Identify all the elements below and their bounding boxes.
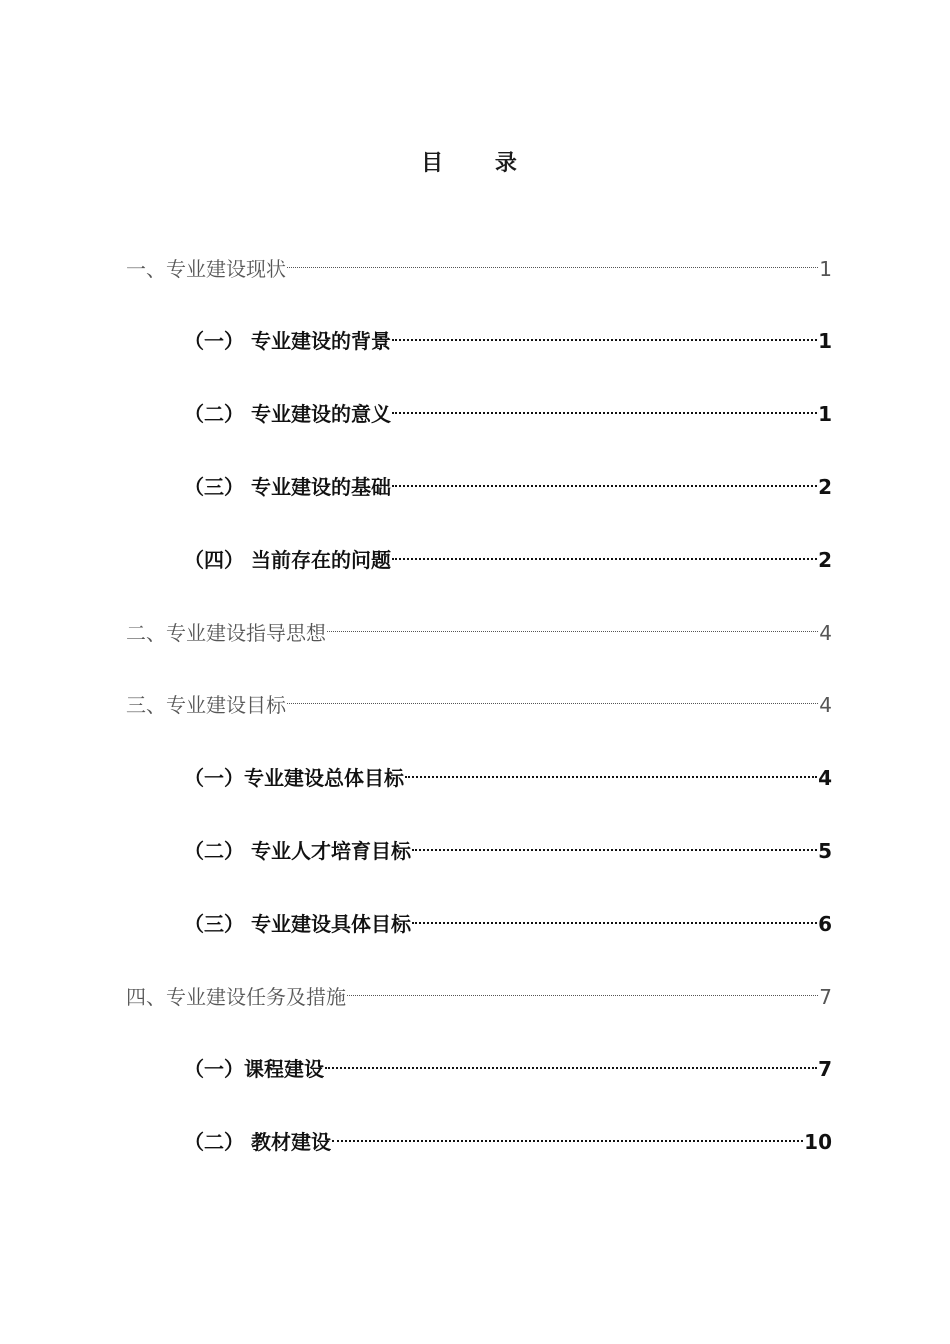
- toc-entry[interactable]: [184, 755, 832, 790]
- toc-leader-dots: [332, 1119, 803, 1149]
- toc-leader-dots: [392, 537, 817, 567]
- toc-entry[interactable]: [184, 464, 832, 499]
- toc-page-number: 7: [818, 1057, 832, 1081]
- toc-entry[interactable]: [184, 391, 832, 426]
- toc-page-number: 7: [819, 985, 832, 1009]
- toc-page-number: 2: [818, 548, 832, 572]
- toc-entry-title: （二） 教材建设: [184, 1130, 331, 1154]
- toc-entry-title: 四、专业建设任务及措施: [126, 985, 346, 1009]
- toc-leader-dots: [347, 974, 818, 1004]
- toc-entry-title: 三、专业建设目标: [126, 693, 286, 717]
- toc-entry[interactable]: [126, 246, 832, 281]
- toc-entry[interactable]: [126, 610, 832, 645]
- toc-page-number: 10: [804, 1130, 832, 1154]
- toc-entry[interactable]: [184, 828, 832, 863]
- toc-leader-dots: [287, 682, 818, 712]
- toc-entry-title: （二） 专业建设的意义: [184, 402, 391, 426]
- toc-page-number: 6: [818, 912, 832, 936]
- toc-leader-dots: [325, 1046, 817, 1076]
- toc-page-number: 5: [818, 839, 832, 863]
- toc-entry[interactable]: [184, 537, 832, 572]
- toc-entry-title: （一）专业建设总体目标: [184, 766, 404, 790]
- toc-page-number: 2: [818, 475, 832, 499]
- toc-entry-title: （二） 专业人才培育目标: [184, 839, 411, 863]
- toc-entry-title: （三） 专业建设具体目标: [184, 912, 411, 936]
- toc-page-number: 4: [819, 621, 832, 645]
- toc-entry-title: （一）课程建设: [184, 1057, 324, 1081]
- toc-entry-title: 二、专业建设指导思想: [126, 621, 326, 645]
- toc-leader-dots: [392, 464, 817, 494]
- toc-leader-dots: [405, 755, 817, 785]
- toc-entry-title: 一、专业建设现状: [126, 257, 286, 281]
- toc-page-number: 4: [818, 766, 832, 790]
- toc-entry-title: （三） 专业建设的基础: [184, 475, 391, 499]
- toc-page-number: 1: [818, 402, 832, 426]
- toc-page-number: 1: [819, 257, 832, 281]
- toc-entry[interactable]: [126, 682, 832, 717]
- toc-entry[interactable]: [126, 974, 832, 1009]
- toc-leader-dots: [392, 318, 817, 348]
- toc-entry[interactable]: [184, 1046, 832, 1081]
- toc-leader-dots: [412, 828, 817, 858]
- toc-leader-dots: [412, 901, 817, 931]
- toc-entry[interactable]: [184, 901, 832, 936]
- toc-entry-title: （四） 当前存在的问题: [184, 548, 391, 572]
- toc-entry-title: （一） 专业建设的背景: [184, 329, 391, 353]
- toc-leader-dots: [392, 391, 817, 421]
- toc-page-number: 1: [818, 329, 832, 353]
- toc-entry[interactable]: [184, 318, 832, 353]
- toc-leader-dots: [287, 246, 818, 276]
- toc-leader-dots: [327, 610, 818, 640]
- page-title: 目 录: [421, 151, 539, 176]
- toc-entry[interactable]: [184, 1119, 832, 1154]
- toc-page-number: 4: [819, 693, 832, 717]
